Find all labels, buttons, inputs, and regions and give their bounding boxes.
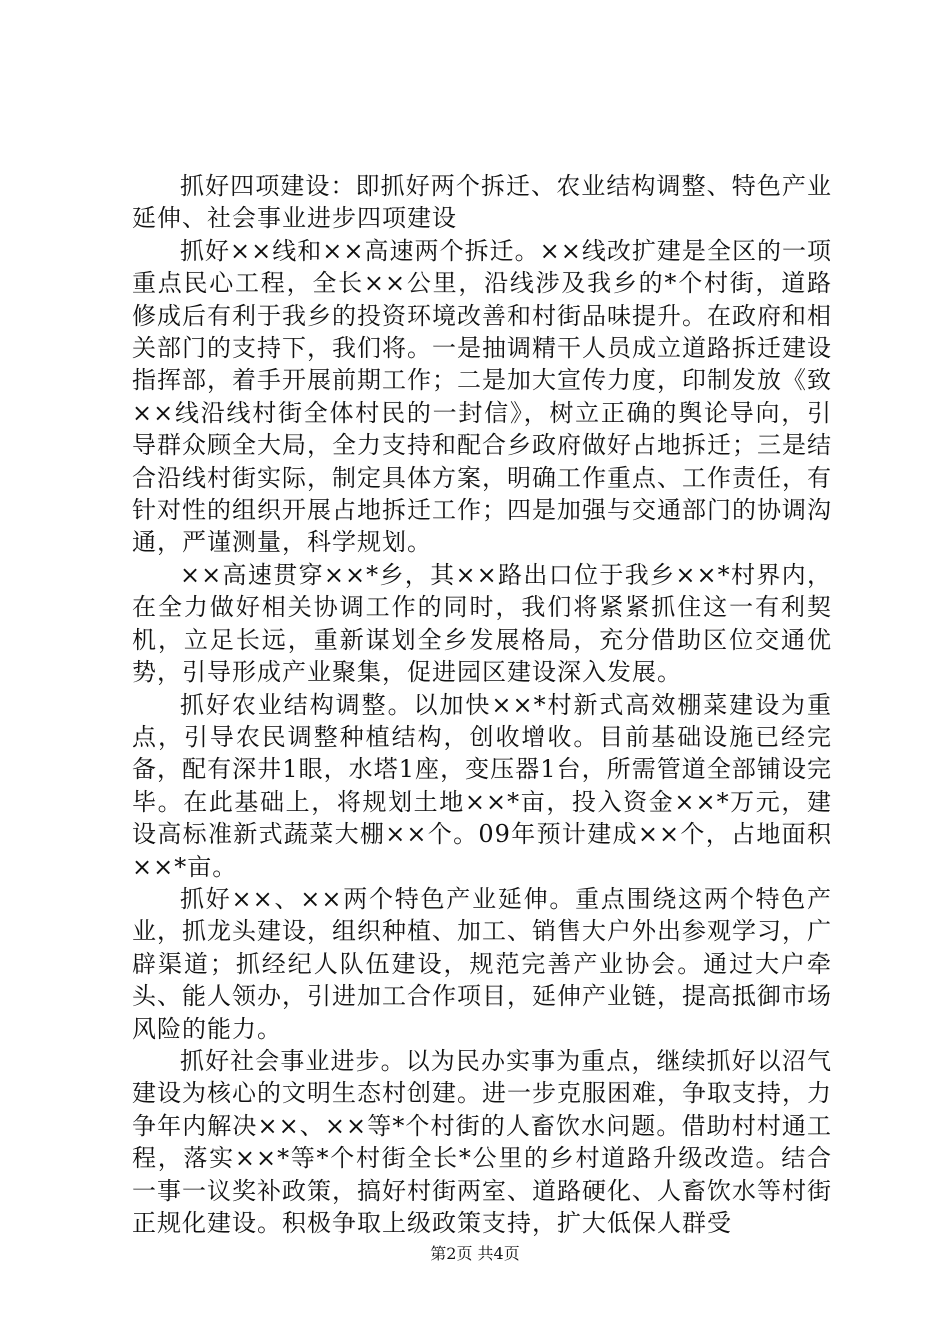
paragraph-four-projects: 抓好四项建设：即抓好两个拆迁、农业结构调整、特色产业延伸、社会事业进步四项建设 <box>132 172 832 233</box>
paragraph-road-demolition: 抓好××线和××高速两个拆迁。××线改扩建是全区的一项重点民心工程，全长××公里，沿线涉及我乡的*个村街，道路修成后有利于我乡的投资环境改善和村街品味提升。在政府和相关部门的支持下，我们将。一是抽调精干人员成立道路拆迁建设指挥部，着手开展前期工作；二是加大宣传力度，印制发放《致××线沿线村街全体村民的一封信》，树立正确的舆论导向，引导群众顾全大局，全力支持和配合乡政府做好占地拆迁；三是结合沿线村街实际，制定具体方案，明确工作重点、工作责任，有针对性的组织开展占地拆迁工作；四是加强与交通部门的协调沟通，严谨测量，科学规划。 <box>132 236 832 557</box>
page-footer: 第2页 共4页 <box>430 1244 520 1263</box>
paragraph-agriculture: 抓好农业结构调整。以加快××*村新式高效棚菜建设为重点，引导农民调整种植结构，创收增收。目前基础设施已经完备，配有深井1眼，水塔1座，变压器1台，所需管道全部铺设完毕。在此基础上，将规划土地××*亩，投入资金××*万元，建设高标准新式蔬菜大棚××个。09年预计建成××个，占地面积××*亩。 <box>132 690 832 881</box>
paragraph-specialty-industry: 抓好××、××两个特色产业延伸。重点围绕这两个特色产业，抓龙头建设，组织种植、加工、销售大户外出参观学习，广辟渠道；抓经纪人队伍建设，规范完善产业协会。通过大户牵头、能人领办，引进加工合作项目，延伸产业链，提高抵御市场风险的能力。 <box>132 884 832 1043</box>
document-body <box>132 170 832 1239</box>
paragraph-highway: ××高速贯穿××*乡，其××路出口位于我乡××*村界内，在全力做好相关协调工作的同时，我们将紧紧抓住这一有利契机，立足长远，重新谋划全乡发展格局，充分借助区位交通优势，引导形成产业聚集，促进园区建设深入发展。 <box>132 560 832 687</box>
paragraph-social-progress: 抓好社会事业进步。以为民办实事为重点，继续抓好以沼气建设为核心的文明生态村创建。进一步克服困难，争取支持，力争年内解决××、××等*个村街的人畜饮水问题。借助村村通工程，落实××*等*个村街全长*公里的乡村道路升级改造。结合一事一议奖补政策，搞好村街两室、道路硬化、人畜饮水等村街正规化建设。积极争取上级政策支持，扩大低保人群受 <box>132 1046 832 1237</box>
